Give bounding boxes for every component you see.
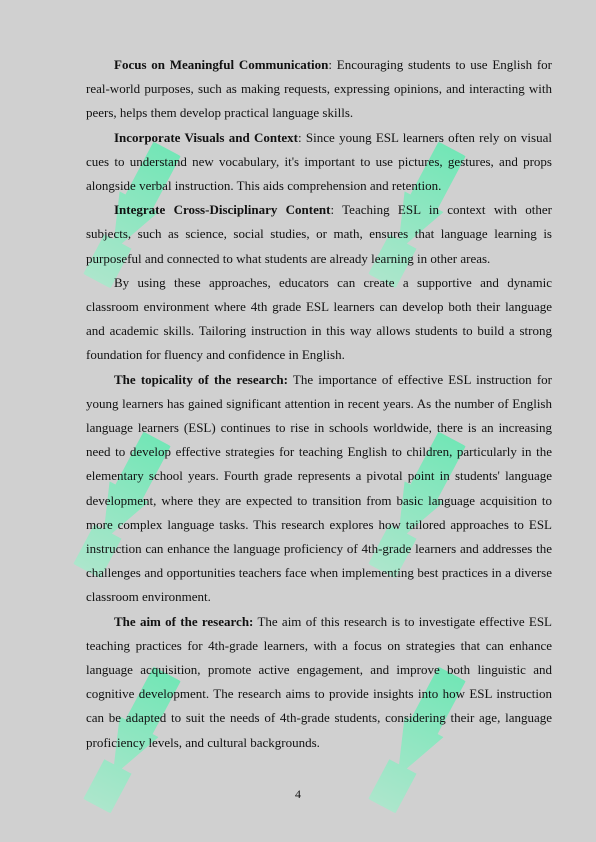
paragraph-research-aim xyxy=(86,610,552,755)
page-number: 4 xyxy=(295,787,301,801)
paragraph-topicality xyxy=(86,368,552,610)
paragraph-text: Since young ESL learners often rely on visual cues to understand new vocabulary, it's important to use pictures, gestures, and props alongside verbal instruction. This aids comprehension and retention. xyxy=(86,129,552,194)
paragraph-cross-disciplinary xyxy=(86,198,552,271)
paragraph-text: By using these approaches, educators can create a supportive and dynamic classroom environment where 4th grade ESL learners can develop both their language and academic skills. Tailoring instruction in this way allows students to build a strong foundation for fluency and confidence in English. xyxy=(86,274,552,363)
paragraph-meaningful-communication xyxy=(86,53,552,126)
paragraph-text: The aim of this research is to investigate effective ESL teaching practices for 4th-grade learners, with a focus on strategies that can enhance language acquisition, promote active engagement, and improve both linguistic and cognitive development. The research aims to provide insights into how ESL instruction can be adapted to suit the needs of 4th-grade students, considering their age, language proficiency levels, and cultural backgrounds. xyxy=(86,613,552,750)
paragraph-text: Teaching ESL in context with other subjects, such as science, social studies, or math, ensures that language learning is purposeful and connected to what students are already learning in other areas. xyxy=(86,202,552,266)
paragraph-lead: The aim of the research: xyxy=(114,613,254,629)
document-body xyxy=(86,53,552,755)
paragraph-separator: : xyxy=(328,57,337,72)
paragraph-visuals-context xyxy=(86,126,552,199)
paragraph-separator: : xyxy=(330,202,343,218)
paragraph-approaches-summary xyxy=(86,271,552,368)
paragraph-separator: : xyxy=(298,129,306,145)
paragraph-lead: The topicality of the research: xyxy=(114,371,288,387)
paragraph-text: The importance of effective ESL instruction for young learners has gained significant attention in recent years. As the number of English language learners (ESL) continues to rise in schools worldwide, there is an increasing need to develop effective strategies for teaching English to children, particularly in the elementary school years. Fourth grade represents a pivotal point in students' language development, where they are expected to transition from basic language acquisition to more complex language tasks. This research explores how tailored approaches to ESL instruction can enhance the language proficiency of 4th-grade learners and addresses the challenges and opportunities teachers face when implementing best practices in a diverse classroom environment. xyxy=(86,371,553,605)
paragraph-lead: Integrate Cross-Disciplinary Content xyxy=(114,202,331,218)
paragraph-text: Encouraging students to use English for real-world purposes, such as making requests, expressing opinions, and interacting with peers, helps them develop practical language skills. xyxy=(86,57,552,121)
paragraph-lead: Focus on Meaningful Communication xyxy=(114,57,329,72)
paragraph-lead: Incorporate Visuals and Context xyxy=(114,129,299,145)
